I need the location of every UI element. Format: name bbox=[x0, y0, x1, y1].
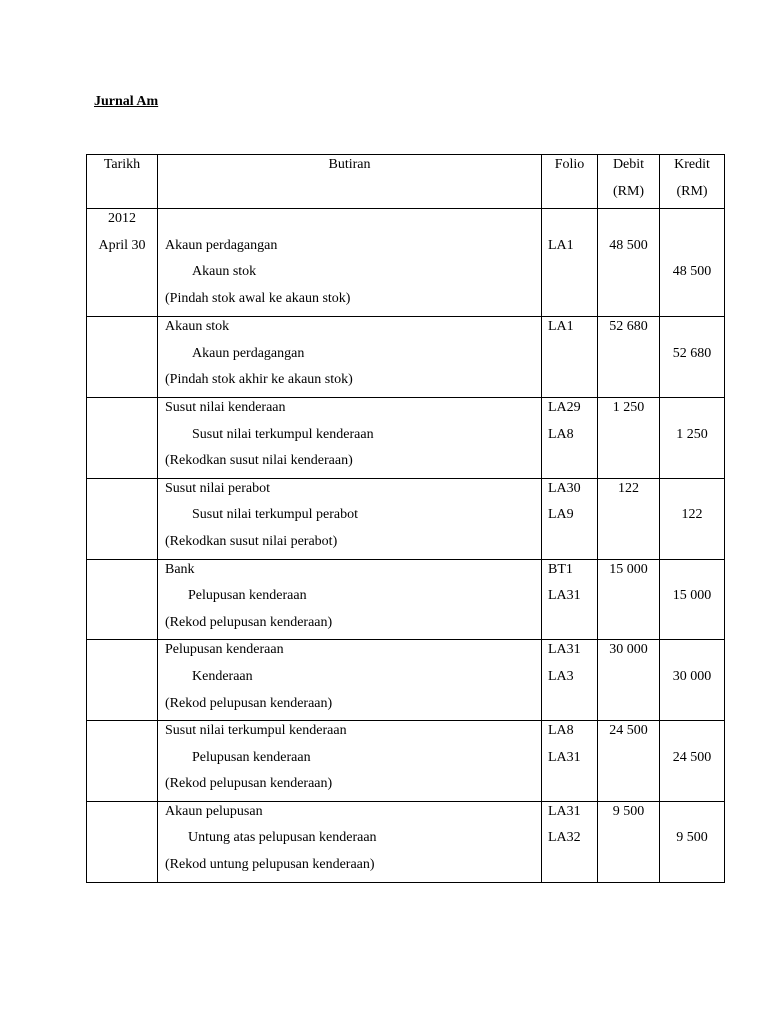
folio-cell bbox=[542, 559, 598, 640]
debit-amount: 24 500 bbox=[609, 723, 648, 739]
folio-credit bbox=[542, 262, 597, 289]
butiran-cell bbox=[158, 721, 542, 802]
debit-cell bbox=[598, 209, 660, 317]
debit-cell bbox=[598, 397, 660, 478]
debit-amount: 15 000 bbox=[609, 561, 648, 577]
credit-amount: 15 000 bbox=[672, 588, 712, 604]
kredit-cell bbox=[660, 209, 725, 317]
folio-credit: LA32 bbox=[548, 830, 581, 846]
date-day: April 30 bbox=[98, 237, 146, 253]
kredit-cell bbox=[660, 721, 725, 802]
credit-account: Kenderaan bbox=[192, 668, 253, 684]
folio-credit: LA3 bbox=[548, 668, 574, 684]
debit-amount: 52 680 bbox=[609, 319, 648, 335]
credit-amount: 52 680 bbox=[672, 345, 712, 361]
folio-debit: LA30 bbox=[548, 480, 581, 496]
journal-entry bbox=[87, 559, 725, 640]
debit-account: Susut nilai perabot bbox=[165, 480, 270, 496]
narration: (Rekod pelupusan kenderaan) bbox=[165, 776, 333, 792]
butiran-cell bbox=[158, 397, 542, 478]
folio-debit: LA29 bbox=[548, 399, 581, 415]
credit-account: Akaun perdagangan bbox=[192, 345, 305, 361]
journal-entry bbox=[87, 721, 725, 802]
journal-entry bbox=[87, 478, 725, 559]
credit-account: Untung atas pelupusan kenderaan bbox=[188, 830, 377, 846]
journal-table bbox=[86, 154, 725, 883]
credit-amount: 30 000 bbox=[672, 668, 712, 684]
date-cell bbox=[87, 317, 158, 398]
folio-cell bbox=[542, 209, 598, 317]
narration: (Rekodkan susut nilai kenderaan) bbox=[165, 453, 353, 469]
header-debit: Debit (RM) bbox=[598, 155, 660, 209]
debit-amount: 30 000 bbox=[609, 642, 648, 658]
debit-account: Akaun stok bbox=[165, 319, 230, 335]
kredit-cell bbox=[660, 317, 725, 398]
folio-cell bbox=[542, 801, 598, 882]
butiran-cell bbox=[158, 801, 542, 882]
debit-cell bbox=[598, 559, 660, 640]
debit-amount: 1 250 bbox=[612, 399, 645, 415]
credit-amount: 1 250 bbox=[676, 426, 708, 442]
debit-account: Susut nilai kenderaan bbox=[165, 399, 286, 415]
folio-cell bbox=[542, 317, 598, 398]
folio-credit: LA9 bbox=[548, 507, 574, 523]
narration: (Rekod untung pelupusan kenderaan) bbox=[165, 857, 375, 873]
header-row bbox=[87, 155, 725, 209]
header-butiran: Butiran bbox=[158, 155, 542, 209]
date-cell bbox=[87, 801, 158, 882]
header-folio: Folio bbox=[542, 155, 598, 209]
kredit-cell bbox=[660, 640, 725, 721]
folio-debit: LA31 bbox=[548, 642, 581, 658]
date-cell bbox=[87, 559, 158, 640]
folio-debit: LA31 bbox=[548, 803, 581, 819]
debit-cell bbox=[598, 317, 660, 398]
folio-credit: LA31 bbox=[548, 749, 581, 765]
credit-account: Pelupusan kenderaan bbox=[188, 588, 307, 604]
debit-account: Akaun pelupusan bbox=[165, 803, 263, 819]
folio-credit: LA8 bbox=[548, 426, 574, 442]
date-cell bbox=[87, 397, 158, 478]
date-cell bbox=[87, 209, 158, 317]
debit-cell bbox=[598, 721, 660, 802]
folio-cell bbox=[542, 397, 598, 478]
header-kredit: Kredit (RM) bbox=[660, 155, 725, 209]
header-tarikh: Tarikh bbox=[87, 155, 158, 209]
kredit-cell bbox=[660, 801, 725, 882]
butiran-cell bbox=[158, 478, 542, 559]
folio-debit: LA1 bbox=[548, 319, 574, 335]
credit-amount: 122 bbox=[681, 507, 703, 523]
date-cell bbox=[87, 721, 158, 802]
folio-cell bbox=[542, 478, 598, 559]
credit-account: Susut nilai terkumpul perabot bbox=[192, 507, 359, 523]
debit-cell bbox=[598, 640, 660, 721]
page-title: Jurnal Am bbox=[94, 94, 159, 109]
kredit-cell bbox=[660, 559, 725, 640]
journal-entry bbox=[87, 640, 725, 721]
debit-cell bbox=[598, 801, 660, 882]
date-cell bbox=[87, 478, 158, 559]
credit-account: Pelupusan kenderaan bbox=[192, 749, 311, 765]
debit-cell bbox=[598, 478, 660, 559]
folio-debit: BT1 bbox=[548, 561, 573, 577]
debit-amount: 48 500 bbox=[609, 237, 648, 253]
journal-entry bbox=[87, 317, 725, 398]
folio-credit: LA31 bbox=[548, 588, 581, 604]
debit-account: Susut nilai terkumpul kenderaan bbox=[165, 723, 347, 739]
narration: (Pindah stok akhir ke akaun stok) bbox=[165, 372, 353, 388]
folio-debit: LA8 bbox=[548, 723, 574, 739]
date-cell bbox=[87, 640, 158, 721]
credit-amount: 9 500 bbox=[676, 830, 708, 846]
credit-amount: 24 500 bbox=[672, 749, 712, 765]
journal-entry bbox=[87, 397, 725, 478]
credit-amount: 48 500 bbox=[672, 264, 712, 280]
kredit-cell bbox=[660, 478, 725, 559]
journal-entry bbox=[87, 209, 725, 317]
debit-amount: 9 500 bbox=[612, 803, 645, 819]
narration: (Rekodkan susut nilai perabot) bbox=[165, 533, 338, 549]
butiran-cell bbox=[158, 640, 542, 721]
debit-amount: 122 bbox=[618, 480, 639, 496]
date-year: 2012 bbox=[108, 211, 136, 227]
credit-account: Akaun stok bbox=[192, 264, 257, 280]
credit-account: Susut nilai terkumpul kenderaan bbox=[192, 426, 374, 442]
narration: (Rekod pelupusan kenderaan) bbox=[165, 695, 333, 711]
narration: (Pindah stok awal ke akaun stok) bbox=[165, 290, 351, 306]
butiran-cell bbox=[158, 317, 542, 398]
narration: (Rekod pelupusan kenderaan) bbox=[165, 614, 333, 630]
kredit-cell bbox=[660, 397, 725, 478]
folio-cell bbox=[542, 640, 598, 721]
folio-debit: LA1 bbox=[548, 237, 574, 253]
folio-credit bbox=[542, 344, 597, 371]
butiran-cell bbox=[158, 559, 542, 640]
debit-account: Akaun perdagangan bbox=[165, 237, 278, 253]
folio-cell bbox=[542, 721, 598, 802]
debit-account: Pelupusan kenderaan bbox=[165, 642, 284, 658]
journal-entry bbox=[87, 801, 725, 882]
butiran-cell bbox=[158, 209, 542, 317]
debit-account: Bank bbox=[165, 561, 195, 577]
